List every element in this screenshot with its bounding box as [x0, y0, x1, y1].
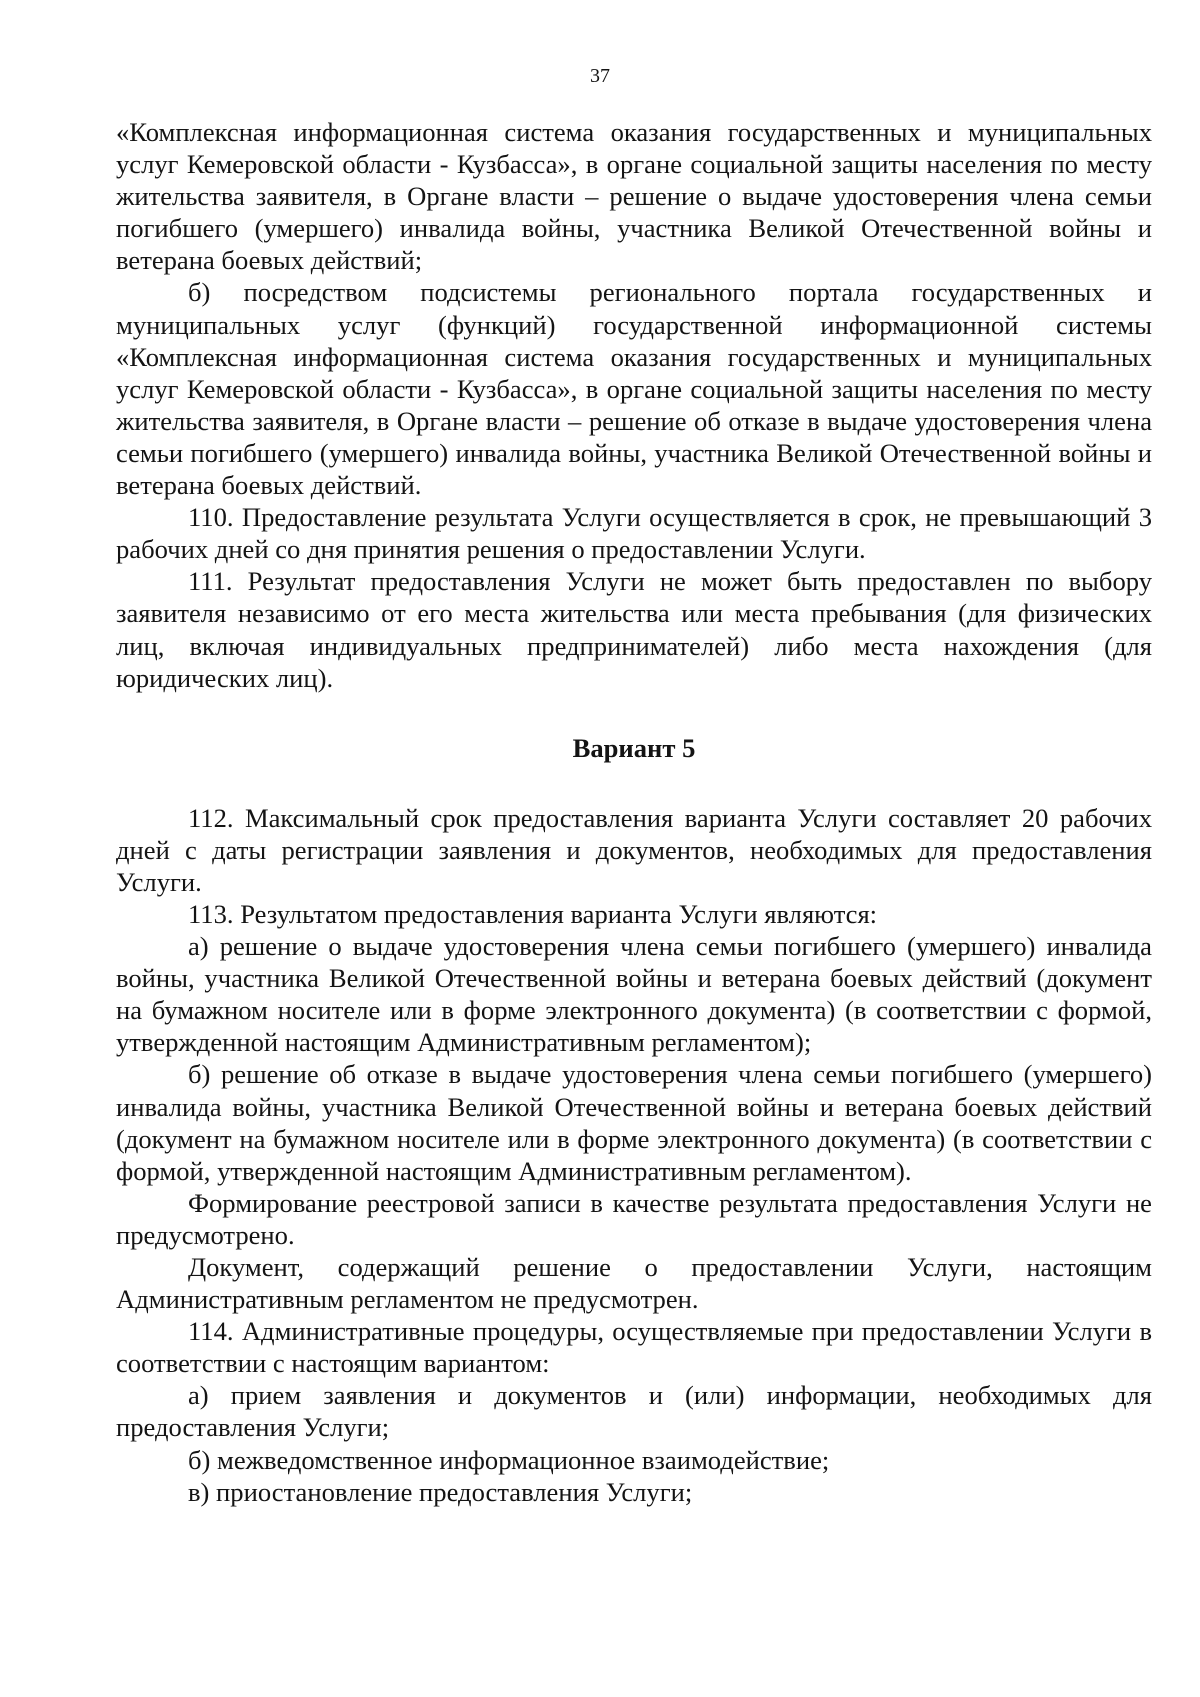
document-body [116, 116, 1152, 1508]
paragraph-item-b-refusal-portal: б) посредством подсистемы регионального портала государственных и муниципальных услуг (функций) государственной информационной системы «Комплексная информационная система оказания государственных и муниципальных услуг Кемеровской области - Кузбасса», в органе социальной защиты населения по месту жительства заявителя, в Органе власти – решение об отказе в выдаче удостоверения члена семьи погибшего (умершего) инвалида войны, участника Великой Отечественной войны и ветерана боевых действий. [116, 277, 1152, 501]
paragraph-114-c: в) приостановление предоставления Услуги; [188, 1476, 693, 1507]
paragraph-110: 110. Предоставление результата Услуги осуществляется в срок, не превышающий 3 рабочих дней со дня принятия решения о предоставлении Услуги. [116, 502, 1152, 565]
paragraph-113: 113. Результатом предоставления варианта Услуги являются: [188, 898, 878, 929]
page-number: 37 [590, 65, 610, 87]
paragraph-114-a: а) прием заявления и документов и (или) информации, необходимых для предоставления Услуги; [116, 1380, 1152, 1443]
section-heading: Вариант 5 [572, 732, 696, 763]
paragraph-114: 114. Административные процедуры, осуществляемые при предоставлении Услуги в соответствии с настоящим вариантом: [116, 1316, 1152, 1379]
paragraph-decision-document: Документ, содержащий решение о предоставлении Услуги, настоящим Административным регламентом не предусмотрен. [116, 1252, 1152, 1315]
paragraph-continuation: «Комплексная информационная система оказания государственных и муниципальных услуг Кемеровской области - Кузбасса», в органе социальной защиты населения по месту жительства заявителя, в Органе власти – решение о выдаче удостоверения члена семьи погибшего (умершего) инвалида войны, участника Великой Отечественной войны и ветерана боевых действий; [116, 117, 1152, 276]
paragraph-registry-record: Формирование реестровой записи в качестве результата предоставления Услуги не предусмотрено. [116, 1187, 1152, 1250]
paragraph-111: 111. Результат предоставления Услуги не может быть предоставлен по выбору заявителя независимо от его места жительства или места пребывания (для физических лиц, включая индивидуальных предпринимателей) либо места нахождения (для юридических лиц). [116, 566, 1152, 693]
paragraph-114-b: б) межведомственное информационное взаимодействие; [188, 1444, 830, 1475]
paragraph-113-b: б) решение об отказе в выдаче удостоверения члена семьи погибшего (умершего) инвалида войны, участника Великой Отечественной войны и ветерана боевых действий (документ на бумажном носителе или в форме электронного документа) (в соответствии с формой, утвержденной настоящим Административным регламентом). [116, 1059, 1152, 1186]
paragraph-113-a: а) решение о выдаче удостоверения члена семьи погибшего (умершего) инвалида войны, участника Великой Отечественной войны и ветерана боевых действий (документ на бумажном носителе или в форме электронного документа) (в соответствии с формой, утвержденной настоящим Административным регламентом); [116, 931, 1152, 1058]
paragraph-112: 112. Максимальный срок предоставления варианта Услуги составляет 20 рабочих дней с даты регистрации заявления и документов, необходимых для предоставления Услуги. [116, 802, 1152, 897]
